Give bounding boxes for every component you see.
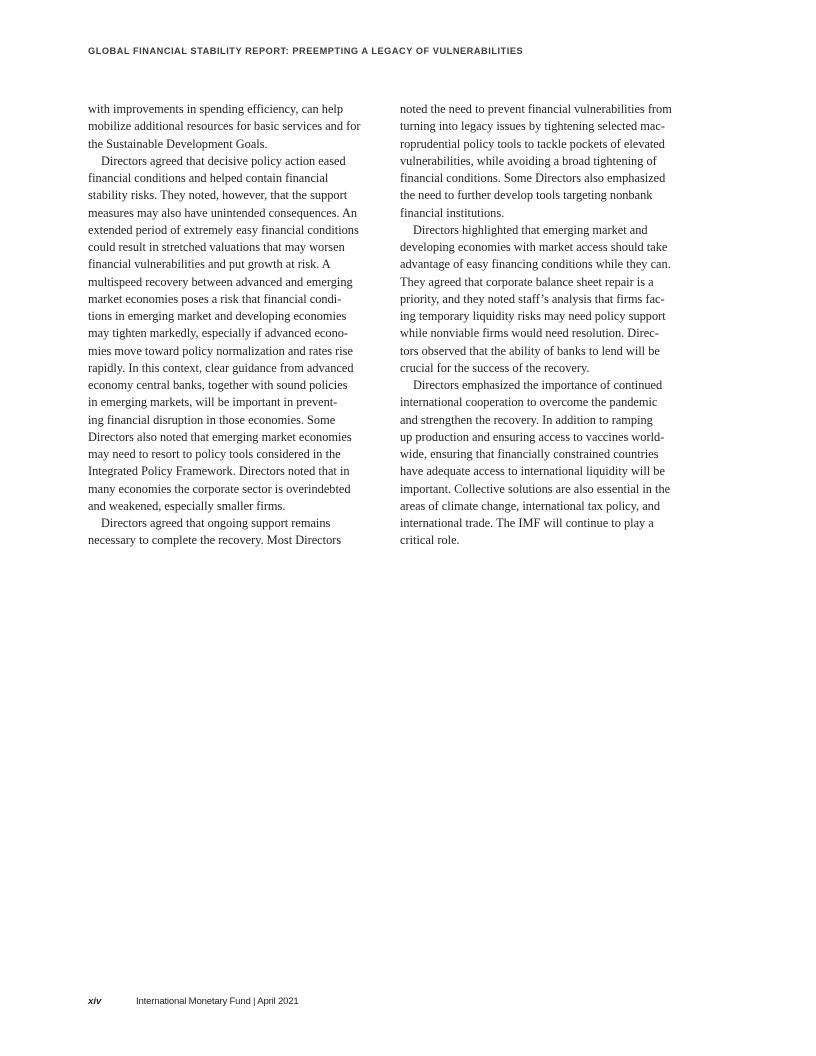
text-line: in emerging markets, will be important in prevent- [88,395,338,410]
body-column-right [400,101,690,550]
text-line: may tighten markedly, especially if advanced econo- [88,326,349,341]
text-line: crucial for the success of the recovery. [400,360,590,375]
text-line: roprudential policy tools to tackle pockets of elevated [400,136,665,151]
text-line: mies move toward policy normalization and rates rise [88,343,353,358]
text-line: wide, ensuring that financially constrained countries [400,447,659,461]
text-line: many economies the corporate sector is overindebted [88,481,351,496]
text-line: mobilize additional resources for basic services and for [88,119,361,134]
text-line: necessary to complete the recovery. Most Directors [88,533,342,548]
text-line: vulnerabilities, while avoiding a broad tightening of [400,153,657,168]
text-line: international cooperation to overcome the pandemic [400,395,658,410]
text-line: ing temporary liquidity risks may need policy support [400,309,666,323]
text-line: have adequate access to international liquidity will be [400,464,665,479]
text-line: international trade. The IMF will continue to play a [400,516,654,530]
text-line: financial conditions. Some Directors also emphasized [400,171,666,185]
text-line: with improvements in spending efficiency, can help [88,102,344,116]
text-line: critical role. [400,533,460,548]
text-line: turning into legacy issues by tightening selected mac- [400,119,665,134]
text-line: advantage of easy financing conditions while they can. [400,257,671,272]
text-line: the need to further develop tools targeting nonbank [400,188,653,203]
text-line: important. Collective solutions are also essential in the [400,481,671,496]
text-line: financial institutions. [400,205,505,220]
text-line: market economies poses a risk that financial condi- [88,291,342,306]
text-line: noted the need to prevent financial vulnerabilities from [400,102,672,116]
paragraph-first-line: Directors agreed that ongoing support remains [101,516,331,530]
text-line: while nonviable firms would need resolution. Direc- [400,326,659,341]
text-line: multispeed recovery between advanced and emerging [88,274,353,289]
text-line: rapidly. In this context, clear guidance from advanced [88,360,354,375]
text-line: and weakened, especially smaller firms. [88,498,286,513]
text-line: measures may also have unintended consequences. An [88,205,358,220]
text-line: extended period of extremely easy financial conditions [88,222,359,237]
text-line: could result in stretched valuations that may worsen [88,240,345,254]
text-line: They agreed that corporate balance sheet repair is a [400,274,654,289]
text-line: ing financial disruption in those economies. Some [88,412,336,427]
text-line: economy central banks, together with sound policies [88,378,348,392]
text-line: may need to resort to policy tools considered in the [88,447,341,461]
page-number: xiv [88,996,102,1007]
text-line: financial conditions and helped contain financial [88,171,329,185]
text-line: priority, and they noted staff’s analysis that firms fac- [400,291,665,306]
text-line: the Sustainable Development Goals. [88,136,268,151]
paragraph-first-line: Directors highlighted that emerging market and [413,222,648,237]
paragraph-first-line: Directors agreed that decisive policy action eased [101,153,346,168]
text-line: tors observed that the ability of banks to lend will be [400,343,660,358]
text-line: developing economies with market access should take [400,240,668,254]
text-line: Directors also noted that emerging market economies [88,429,352,444]
text-line: up production and ensuring access to vaccines world- [400,429,665,444]
footer-imprint: International Monetary Fund | April 2021 [136,996,299,1007]
body-column-left [88,101,378,550]
text-line: tions in emerging market and developing economies [88,309,347,323]
paragraph-first-line: Directors emphasized the importance of continued [413,378,663,392]
running-header: GLOBAL FINANCIAL STABILITY REPORT: PREEMPTING A LEGACY OF VULNERABILITIES [88,46,524,56]
text-line: and strengthen the recovery. In addition to ramping [400,412,653,427]
text-line: stability risks. They noted, however, that the support [88,188,348,203]
text-line: financial vulnerabilities and put growth at risk. A [88,257,331,272]
text-line: Integrated Policy Framework. Directors noted that in [88,464,350,479]
text-line: areas of climate change, international tax policy, and [400,498,661,513]
